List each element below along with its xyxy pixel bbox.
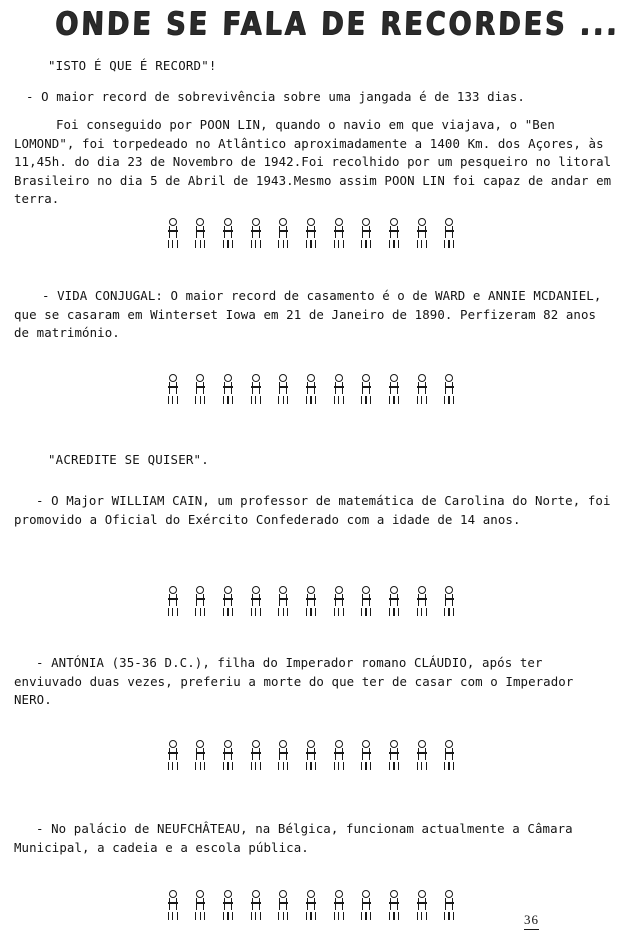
ornament-figures bbox=[165, 374, 459, 404]
ornament-figure bbox=[248, 890, 266, 920]
ornament-figure bbox=[414, 374, 432, 404]
ornament-figure bbox=[331, 218, 349, 248]
ornament-divider-2 bbox=[0, 374, 624, 408]
ornament-figure bbox=[441, 218, 459, 248]
ornament-figure bbox=[414, 890, 432, 920]
ornament-figure bbox=[248, 586, 266, 616]
ornament-figure bbox=[220, 374, 238, 404]
ornament-figure bbox=[275, 218, 293, 248]
ornament-figure bbox=[165, 740, 183, 770]
section-heading-3: "ACREDITE SE QUISER". bbox=[48, 452, 209, 467]
ornament-figure bbox=[358, 586, 376, 616]
ornament-figure bbox=[386, 586, 404, 616]
page-number: 36 bbox=[524, 912, 539, 930]
ornament-figure bbox=[386, 218, 404, 248]
ornament-figure bbox=[441, 586, 459, 616]
ornament-figure bbox=[165, 374, 183, 404]
ornament-figure bbox=[414, 218, 432, 248]
ornament-figure bbox=[165, 586, 183, 616]
ornament-figure bbox=[192, 740, 210, 770]
ornament-figure bbox=[220, 890, 238, 920]
ornament-figure bbox=[303, 374, 321, 404]
ornament-figure bbox=[303, 740, 321, 770]
ornament-figure bbox=[358, 374, 376, 404]
ornament-figure bbox=[275, 890, 293, 920]
ornament-figure bbox=[192, 586, 210, 616]
ornament-divider-1 bbox=[0, 218, 624, 252]
section-2-paragraph-1: - VIDA CONJUGAL: O maior record de casamento é o de WARD e ANNIE MCDANIEL, que se casaram em Winterset Iowa em 21 de Janeiro de 1890. Perfizeram 82 anos de matrimónio. bbox=[14, 288, 602, 341]
ornament-figure bbox=[303, 890, 321, 920]
ornament-figure bbox=[248, 740, 266, 770]
ornament-figure bbox=[331, 890, 349, 920]
page-title: ONDE SE FALA DE RECORDES ... bbox=[54, 6, 621, 43]
ornament-divider-3 bbox=[0, 586, 624, 620]
section-5-paragraph-1: - No palácio de NEUFCHÂTEAU, na Bélgica, funcionam actualmente a Câmara Municipal, a cadeia e a escola pública. bbox=[14, 821, 573, 855]
section-1-paragraph-1: - O maior record de sobrevivência sobre uma jangada é de 133 dias. bbox=[26, 89, 525, 104]
ornament-figure bbox=[248, 374, 266, 404]
section-1-paragraph-2: Foi conseguido por POON LIN, quando o navio em que viajava, o "Ben LOMOND", foi torpedeado no Atlântico aproximadamente a 1400 Km. dos Açores, às 11,45h. do dia 23 de Novembro de 1942.Foi recolhido por um pesqueiro no litoral Brasileiro no dia 5 de Abril de 1943.Mesmo assim POON LIN foi capaz de andar em terra. bbox=[14, 117, 612, 207]
ornament-figure bbox=[358, 218, 376, 248]
section-heading-1: "ISTO É QUE É RECORD"! bbox=[48, 58, 217, 73]
ornament-figure bbox=[331, 586, 349, 616]
ornament-figure bbox=[165, 890, 183, 920]
ornament-figure bbox=[192, 374, 210, 404]
ornament-figure bbox=[358, 740, 376, 770]
ornament-figure bbox=[275, 740, 293, 770]
ornament-divider-4 bbox=[0, 740, 624, 774]
ornament-figure bbox=[441, 740, 459, 770]
ornament-figures bbox=[165, 586, 459, 616]
ornament-figure bbox=[386, 374, 404, 404]
ornament-figure bbox=[386, 890, 404, 920]
ornament-figure bbox=[192, 890, 210, 920]
ornament-figure bbox=[414, 586, 432, 616]
ornament-figure bbox=[220, 218, 238, 248]
ornament-figure bbox=[275, 374, 293, 404]
ornament-figure bbox=[331, 740, 349, 770]
ornament-figure bbox=[331, 374, 349, 404]
ornament-figure bbox=[275, 586, 293, 616]
ornament-figure bbox=[358, 890, 376, 920]
ornament-figure bbox=[220, 586, 238, 616]
ornament-figures bbox=[165, 740, 459, 770]
section-4-paragraph-1: - ANTÓNIA (35-36 D.C.), filha do Imperador romano CLÁUDIO, após ter enviuvado duas vezes, preferiu a morte do que ter de casar com o Imperador NERO. bbox=[14, 655, 574, 708]
section-3-paragraph-1: - O Major WILLIAM CAIN, um professor de matemática de Carolina do Norte, foi promovido a Oficial do Exército Confederado com a idade de 14 anos. bbox=[14, 493, 611, 527]
ornament-figure bbox=[220, 740, 238, 770]
ornament-figures bbox=[165, 890, 459, 920]
ornament-figure bbox=[386, 740, 404, 770]
ornament-figure bbox=[303, 586, 321, 616]
ornament-figure bbox=[441, 374, 459, 404]
ornament-figure bbox=[414, 740, 432, 770]
ornament-figures bbox=[165, 218, 459, 248]
ornament-figure bbox=[192, 218, 210, 248]
ornament-figure bbox=[248, 218, 266, 248]
ornament-figure bbox=[441, 890, 459, 920]
ornament-figure bbox=[165, 218, 183, 248]
ornament-figure bbox=[303, 218, 321, 248]
